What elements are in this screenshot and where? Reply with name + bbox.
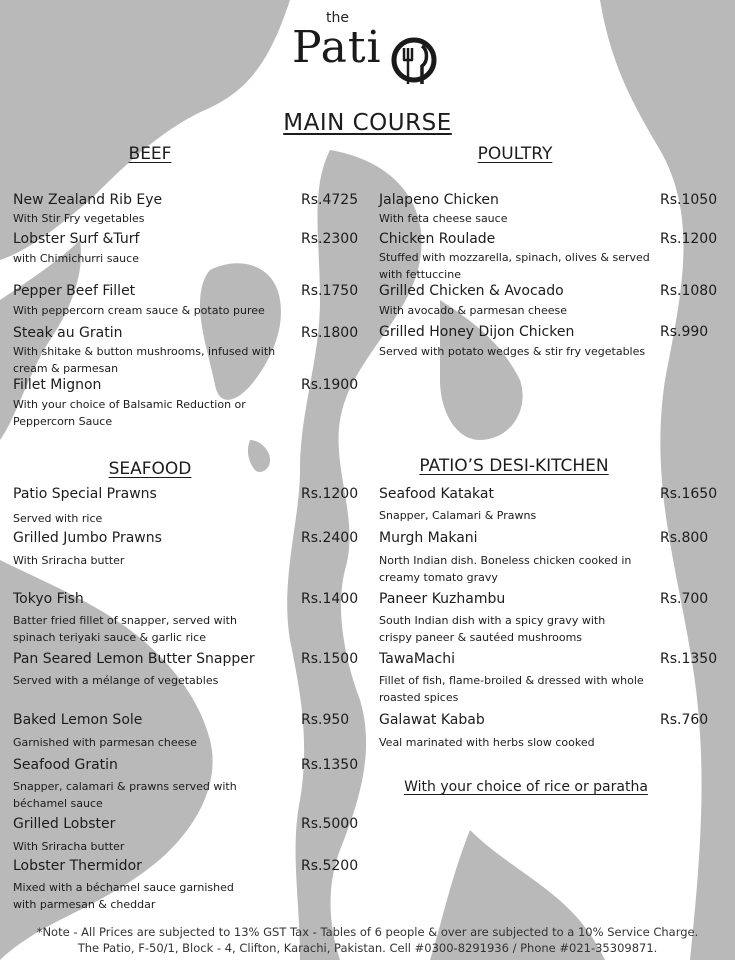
menu-item-name: Tokyo Fish xyxy=(13,591,84,607)
menu-item-name: Grilled Chicken & Avocado xyxy=(379,283,564,299)
menu-item-name: Lobster Thermidor xyxy=(13,858,142,874)
menu-item-description: Batter fried fillet of snapper, served with spinach teriyaki sauce & garlic rice xyxy=(13,614,237,644)
menu-item-price: Rs.800 xyxy=(660,530,709,546)
menu-item-name: Grilled Lobster xyxy=(13,816,116,832)
menu-item-price: Rs.1800 xyxy=(301,325,359,341)
section-heading-desi-kitchen: PATIO’S DESI-KITCHEN xyxy=(419,456,609,476)
menu-item-description: With feta cheese sauce xyxy=(379,212,508,225)
section-heading-seafood: SEAFOOD xyxy=(108,459,192,479)
menu-item-price: Rs.950 xyxy=(301,712,350,728)
menu-item-name: Chicken Roulade xyxy=(379,231,496,247)
footer-address: The Patio, F-50/1, Block - 4, Clifton, Karachi, Pakistan. Cell #0300-8291936 / Phone #021-35309871. xyxy=(77,941,658,955)
menu-item-name: Lobster Surf &Turf xyxy=(13,231,140,247)
menu-item-description: With shitake & button mushrooms, infused with cream & parmesan xyxy=(13,345,276,375)
menu-item-name: New Zealand Rib Eye xyxy=(13,192,163,208)
logo xyxy=(292,10,442,80)
menu-item-name: Grilled Jumbo Prawns xyxy=(13,530,162,546)
menu-item-description: With Sriracha butter xyxy=(13,840,125,853)
menu-item-price: Rs.2300 xyxy=(301,231,359,247)
menu-item-name: Paneer Kuzhambu xyxy=(379,591,506,607)
menu-item-name: Steak au Gratin xyxy=(13,325,123,341)
menu-item-price: Rs.1350 xyxy=(660,651,718,667)
menu-item-name: Fillet Mignon xyxy=(13,377,102,393)
menu-item-price: Rs.1900 xyxy=(301,377,359,393)
menu-item-price: Rs.700 xyxy=(660,591,709,607)
menu-item-price: Rs.1400 xyxy=(301,591,359,607)
menu-item-price: Rs.5000 xyxy=(301,816,359,832)
menu-item-price: Rs.1650 xyxy=(660,486,718,502)
menu-item-description: Stuffed with mozzarella, spinach, olives & served with fettuccine xyxy=(379,251,650,281)
menu-item-description: Fillet of fish, flame-broiled & dressed with whole roasted spices xyxy=(379,674,644,704)
logo-main-text: Pati xyxy=(292,22,382,73)
menu-item-price: Rs.1350 xyxy=(301,757,359,773)
menu-item-description: With peppercorn cream sauce & potato puree xyxy=(13,304,265,317)
menu-item-description: Snapper, Calamari & Prawns xyxy=(379,509,537,522)
menu-item-name: TawaMachi xyxy=(379,651,455,667)
menu-item-name: Murgh Makani xyxy=(379,530,478,546)
menu-item-description: Mixed with a béchamel sauce garnished with parmesan & cheddar xyxy=(13,881,234,911)
menu-item-price: Rs.1200 xyxy=(660,231,718,247)
menu-item-description: With Stir Fry vegetables xyxy=(13,212,145,225)
section-heading-beef: BEEF xyxy=(128,144,172,164)
menu-item-name: Seafood Katakat xyxy=(379,486,494,502)
menu-item-description: North Indian dish. Boneless chicken cooked in creamy tomato gravy xyxy=(379,554,632,584)
logo-small-text: the xyxy=(326,10,349,26)
menu-item-name: Jalapeno Chicken xyxy=(379,192,499,208)
menu-item-description: With Sriracha butter xyxy=(13,554,125,567)
menu-item-price: Rs.1200 xyxy=(301,486,359,502)
menu-item-name: Grilled Honey Dijon Chicken xyxy=(379,324,575,340)
menu-item-name: Pepper Beef Fillet xyxy=(13,283,136,299)
menu-item-description: Served with potato wedges & stir fry vegetables xyxy=(379,345,646,358)
menu-item-price: Rs.1500 xyxy=(301,651,359,667)
menu-item-price: Rs.1050 xyxy=(660,192,718,208)
menu-item-description: South Indian dish with a spicy gravy with crispy paneer & sautéed mushrooms xyxy=(379,614,606,644)
menu-item-description: Snapper, calamari & prawns served with béchamel sauce xyxy=(13,780,237,810)
menu-item-name: Seafood Gratin xyxy=(13,757,118,773)
menu-item-description: With avocado & parmesan cheese xyxy=(379,304,568,317)
menu-item-description: Garnished with parmesan cheese xyxy=(13,736,197,749)
menu-item-description: Served with rice xyxy=(13,512,103,525)
menu-item-name: Galawat Kabab xyxy=(379,712,485,728)
section-heading-poultry: POULTRY xyxy=(477,144,553,164)
menu-item-price: Rs.4725 xyxy=(301,192,359,208)
menu-item-name: Baked Lemon Sole xyxy=(13,712,143,728)
menu-item-description: with Chimichurri sauce xyxy=(13,252,139,265)
menu-item-price: Rs.990 xyxy=(660,324,709,340)
menu-item-price: Rs.1750 xyxy=(301,283,359,299)
menu-item-price: Rs.1080 xyxy=(660,283,718,299)
footer-note: *Note - All Prices are subjected to 13% GST Tax - Tables of 6 people & over are subjected to a 10% Service Charge. xyxy=(36,925,699,939)
menu-item-description: Served with a mélange of vegetables xyxy=(13,674,219,687)
menu-item-price: Rs.760 xyxy=(660,712,709,728)
fork-knife-circle-icon xyxy=(390,34,440,86)
menu-item-description: With your choice of Balsamic Reduction or Peppercorn Sauce xyxy=(13,398,246,428)
menu-item-description: Veal marinated with herbs slow cooked xyxy=(379,736,595,749)
page-title: MAIN COURSE xyxy=(283,110,452,136)
menu-item-name: Patio Special Prawns xyxy=(13,486,157,502)
menu-item-price: Rs.5200 xyxy=(301,858,359,874)
menu-item-name: Pan Seared Lemon Butter Snapper xyxy=(13,651,255,667)
rice-paratha-note: With your choice of rice or paratha xyxy=(404,779,648,795)
menu-item-price: Rs.2400 xyxy=(301,530,359,546)
